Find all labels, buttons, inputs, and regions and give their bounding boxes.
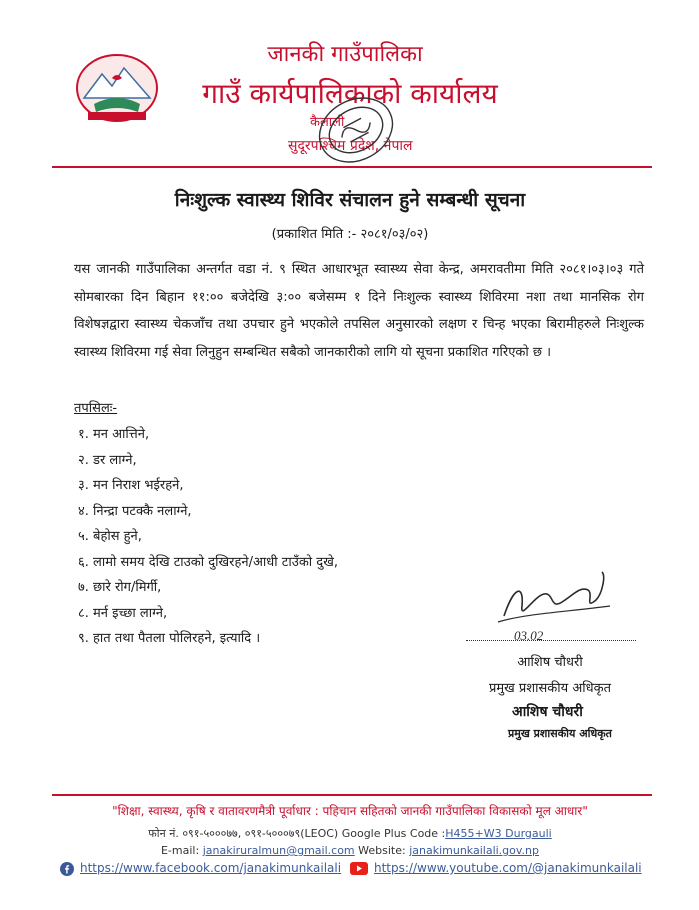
notice-body: यस जानकी गाउँपालिका अन्तर्गत वडा नं. ९ स्थित आधारभूत स्वास्थ्य सेवा केन्द्र, अमरावतीमा मिति २०८१।०३।०३ गते सोमबारका दिन बिहान ११:०० बजेदेखि ३:०० बजेसम्म १ दिने निःशुल्क स्वास्थ्य शिविरमा नशा तथा मानसिक रोग विशेषज्ञद्वारा स्वास्थ्य चेकजाँच तथा उपचार हुने भएकोले तपसिल अनुसारको लक्षण र चिन्ह भएका बिरामीहरुले निःशुल्क स्वास्थ्य शिविरमा गई सेवा लिनुहुन सम्बन्धित सबैको जानकारीको लागि यो सूचना प्रकाशित गरिएको छ ।: [74, 262, 644, 360]
list-item: ८. मर्न इच्छा लाग्ने,: [78, 605, 168, 621]
plus-code-link[interactable]: H455+W3 Durgauli: [445, 827, 552, 840]
email-label: E-mail:: [160, 844, 203, 857]
list-heading: तपसिलः-: [74, 401, 118, 416]
title-stamp: प्रमुख प्रशासकीय अधिकृत: [508, 727, 612, 740]
header-municipality-name: जानकी गाउँपालिका: [267, 42, 423, 67]
signatory-name: आशिष चौधरी: [517, 655, 583, 670]
header-office-name: गाउँ कार्यपालिकाको कार्यालय: [202, 77, 498, 110]
header-divider: [52, 166, 652, 168]
name-stamp: आशिष चौधरी: [512, 704, 583, 720]
list-item: ३. मन निराश भईरहने,: [78, 478, 184, 493]
list-item: ५. बेहोस हुने,: [78, 529, 142, 544]
signatory-title: प्रमुख प्रशासकीय अधिकृत: [488, 681, 612, 696]
phone-text: फोन नं. ०९१-५०००७७, ०९१-५०००७९(LEOC) Google Plus Code :: [148, 827, 446, 840]
footer-contact: [40, 826, 660, 841]
office-seal-stamp: [296, 82, 416, 178]
facebook-link[interactable]: https://www.facebook.com/janakimunkailali: [80, 861, 342, 875]
notice-title: निःशुल्क स्वास्थ्य शिविर संचालन हुने सम्बन्धी सूचना: [174, 189, 526, 211]
signed-date: 03.02: [514, 628, 544, 643]
nepal-emblem-logo: [74, 52, 160, 124]
footer-email-website: [40, 844, 660, 857]
published-date: (प्रकाशित मिति :- २०८१/०३/०२): [271, 227, 429, 242]
list-item: ९. हात तथा पैतला पोलिरहने, इत्यादि ।: [78, 631, 261, 646]
header-district: कैलाली: [310, 115, 345, 130]
list-item: ६. लामो समय देखि टाउको दुखिरहने/आधी टाउँको दुखे,: [78, 554, 338, 570]
list-item: १. मन आत्तिने,: [78, 427, 150, 442]
facebook-icon: [60, 862, 74, 876]
youtube-link[interactable]: https://www.youtube.com/@janakimunkailali: [374, 861, 642, 875]
youtube-icon: [350, 862, 368, 875]
footer-divider: [52, 794, 652, 796]
footer-slogan: "शिक्षा, स्वास्थ्य, कृषि र वातावरणमैत्री पूर्वाधार : पहिचान सहितको जानकी गाउँपालिका विकासको मूल आधार": [112, 804, 588, 818]
symptom-list: [78, 422, 338, 652]
list-item: ४. निन्द्रा पटक्कै नलाग्ने,: [78, 503, 192, 519]
handwritten-signature: [484, 566, 624, 646]
header-province: सुदूरपश्चिम प्रदेश, नेपाल: [288, 138, 413, 154]
signature-line: [466, 640, 636, 641]
website-label: Website:: [354, 844, 410, 857]
website-link[interactable]: janakimunkailali.gov.np: [409, 844, 539, 857]
list-item: ७. छारे रोग/मिर्गी,: [78, 580, 162, 595]
list-item: २. डर लाग्ने,: [78, 452, 137, 468]
email-link[interactable]: janakiruralmun@gmail.com: [202, 844, 355, 857]
